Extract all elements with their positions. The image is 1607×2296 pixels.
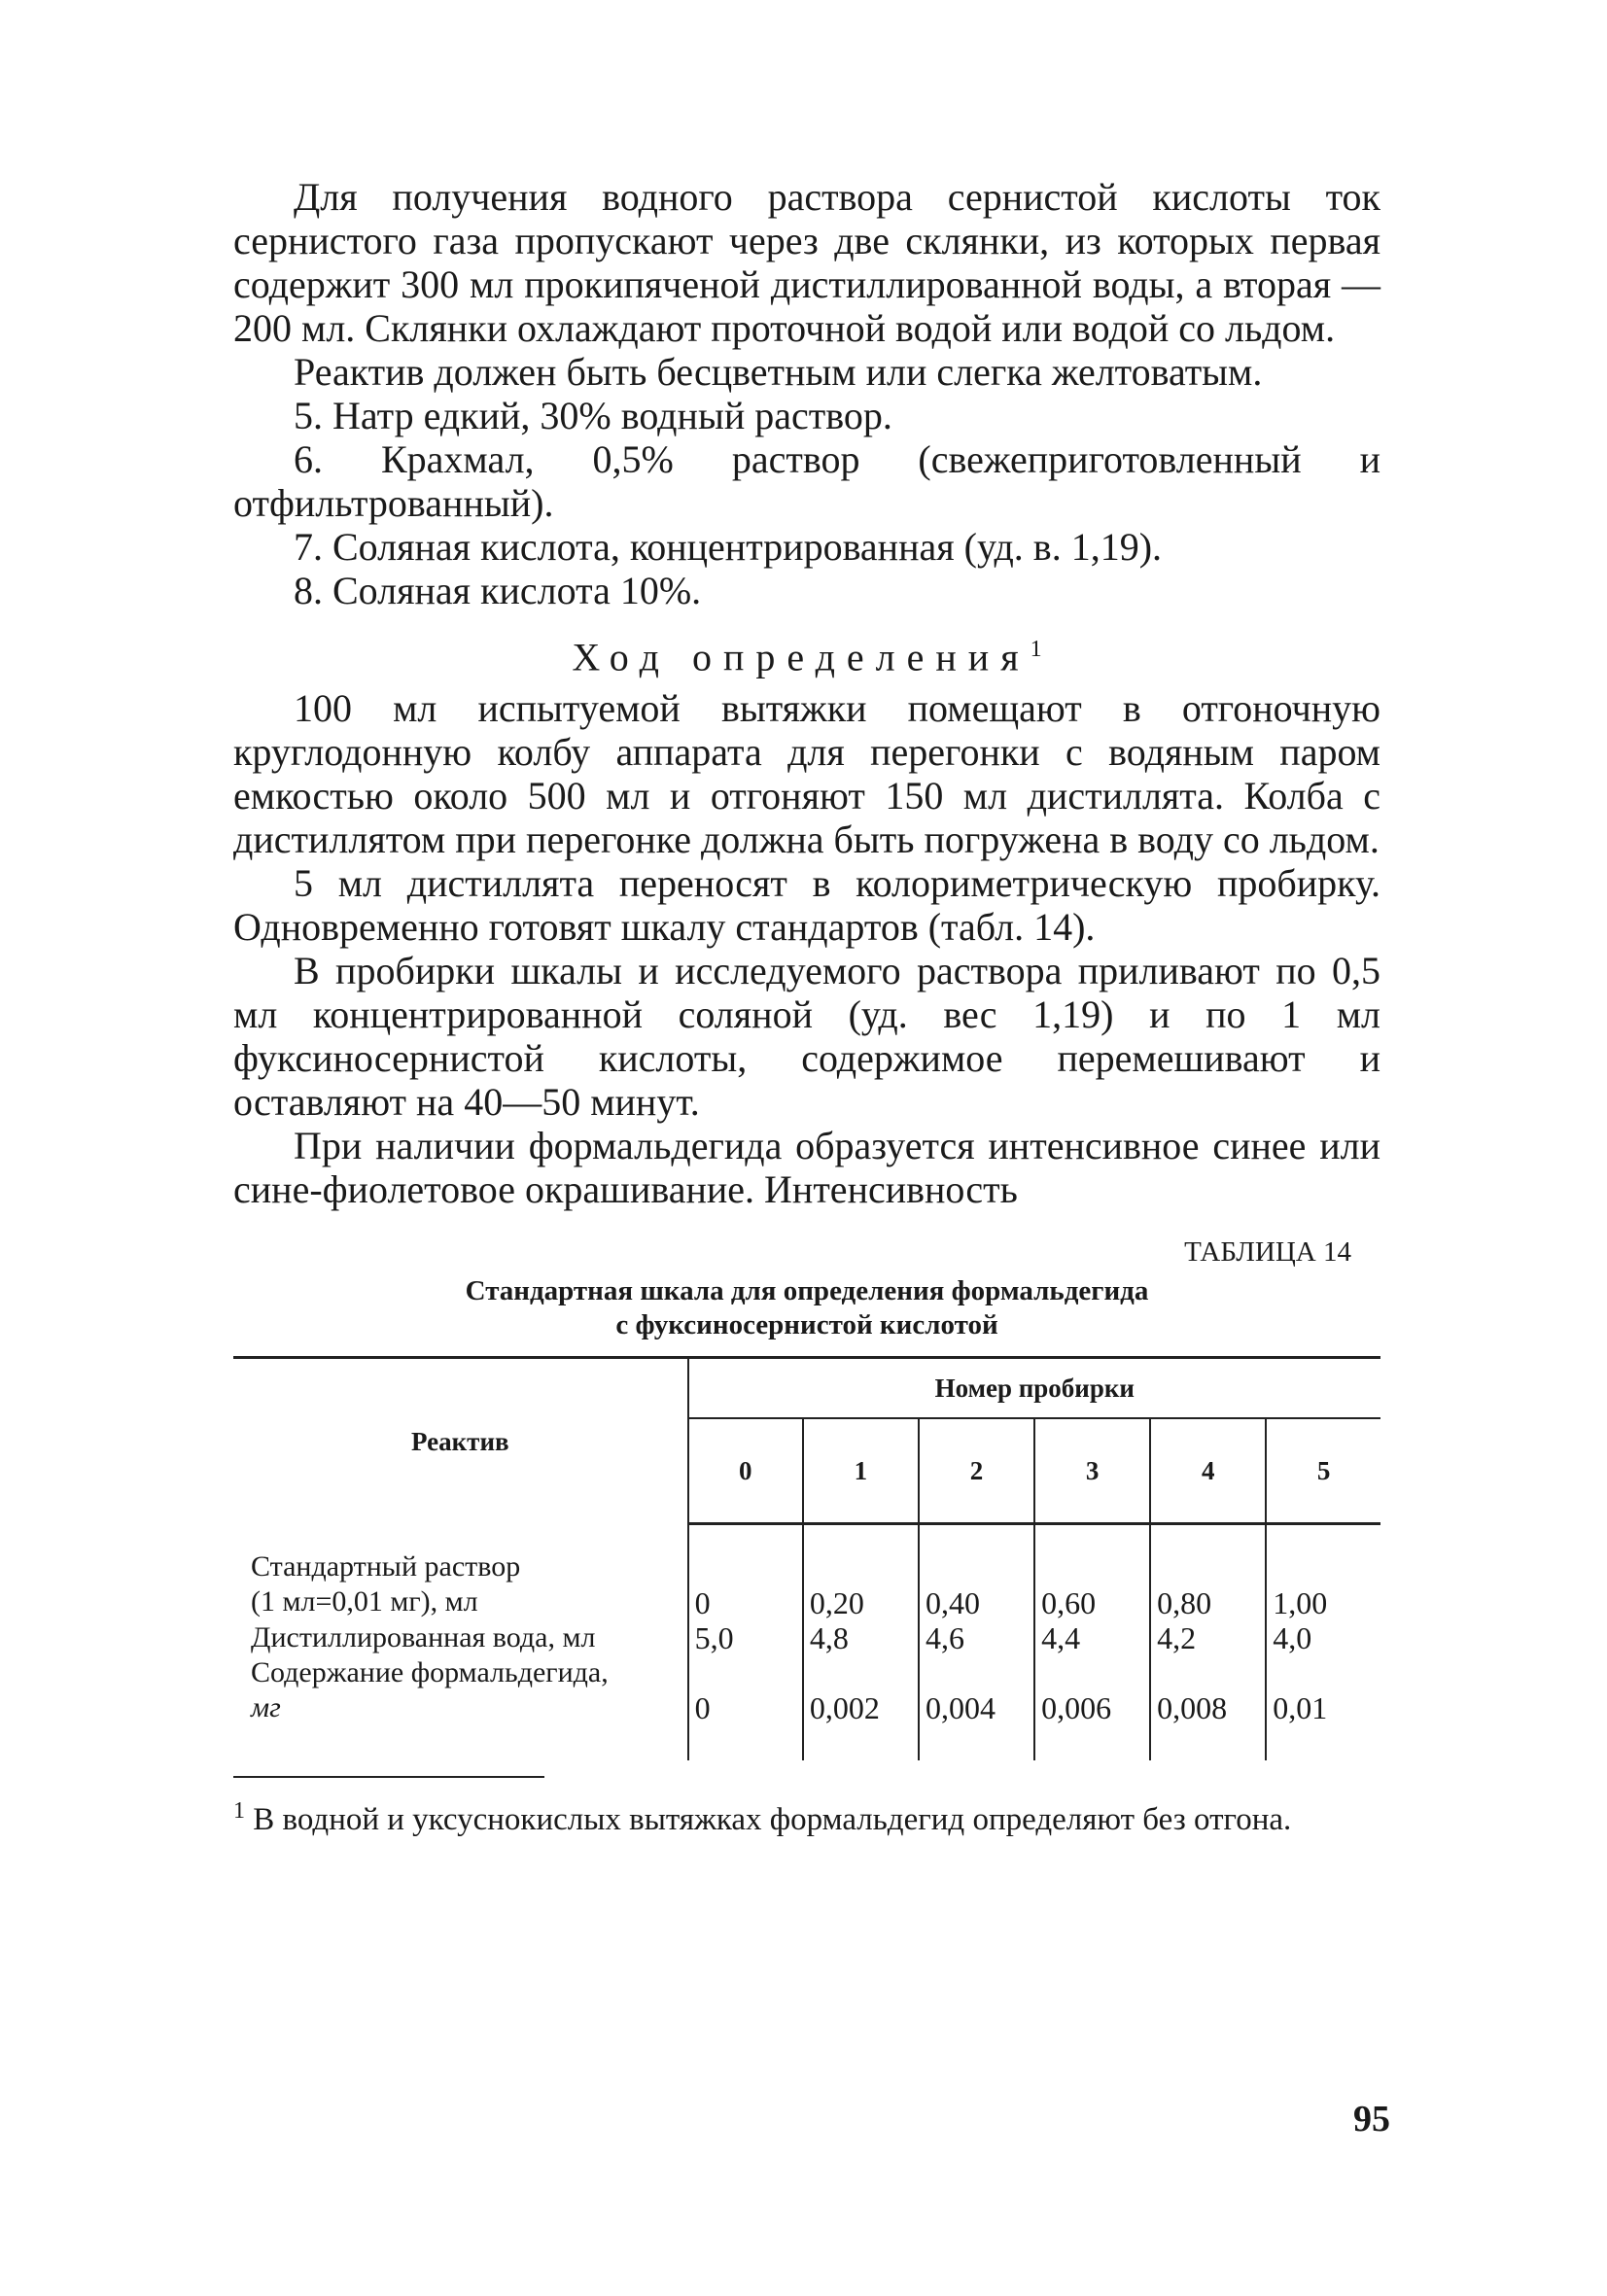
row-label-standard-solution [233,1524,688,1621]
table-label: ТАБЛИЦА 14 [1184,1236,1351,1269]
table-cell: 4,6 [919,1620,1034,1655]
table-title [233,1274,1380,1342]
footnote-divider [233,1776,544,1778]
table-cell: 4,8 [803,1620,919,1655]
section-heading [233,626,1380,680]
paragraph-main-4: При наличии формальдегида образуется интенсивное синее или сине-фиолетовое окрашивание. Интенсивность [233,1124,1380,1212]
table-row [233,1655,1380,1760]
table-cell: 0 [688,1524,803,1621]
table-cell: 5,0 [688,1620,803,1655]
paragraph-top-2: Реактив должен быть бесцветным или слегка желтоватым. [294,350,1263,394]
section-heading-text: Ход определения [572,635,1031,679]
table-cell: 0 [688,1655,803,1760]
list-item-5: 5. Натр едкий, 30% водный раствор. [294,394,892,437]
col-header-reagent: Реактив [233,1358,688,1524]
footnote-mark: 1 [233,1798,245,1825]
row-label-line: (1 мл=0,01 мг), мл [251,1584,478,1618]
table-cell: 0,002 [803,1655,919,1760]
table-cell: 4,2 [1150,1620,1266,1655]
col-header-tube-number: Номер пробирки [688,1358,1380,1419]
table-row [233,1620,1380,1655]
paragraph-main-2: 5 мл дистиллята переносят в колориметрическую пробирку. Одновременно готовят шкалу стандартов (табл. 14). [233,861,1380,950]
table-row [233,1524,1380,1621]
footnote-text: В водной и уксуснокислых вытяжках формальдегид определяют без отгона. [253,1802,1292,1838]
tube-number-5: 5 [1266,1418,1380,1524]
table-cell: 0,20 [803,1524,919,1621]
table-cell: 0,008 [1150,1655,1266,1760]
paragraph-main-1: 100 мл испытуемой вытяжки помещают в отгоночную круглодонную колбу аппарата для перегонки с водяным паром емкостью около 500 мл и отгоняют 150 мл дистиллята. Колба с дистиллятом при перегонке должна быть погружена в воду со льдом. [233,686,1380,862]
page-body [233,175,1380,1839]
row-label-formaldehyde-content [233,1655,688,1760]
tube-number-3: 3 [1034,1418,1150,1524]
tube-number-4: 4 [1150,1418,1266,1524]
list-item-8: 8. Соляная кислота 10%. [294,569,702,612]
table-cell: 0,60 [1034,1524,1150,1621]
footnote [233,1792,1380,1839]
table-title-line-1: Стандартная шкала для определения формальдегида [465,1275,1149,1307]
section-heading-footnote-mark: 1 [1030,637,1042,662]
list-item-6: 6. Крахмал, 0,5% раствор (свежеприготовленный и отфильтрованный). [233,437,1380,525]
tube-number-1: 1 [803,1418,919,1524]
paragraph-main-3: В пробирки шкалы и исследуемого раствора приливают по 0,5 мл концентрированной соляной (уд. вес 1,19) и по 1 мл фуксиносернистой кислоты, содержимое перемешивают и оставляют на 40—50 минут. [233,949,1380,1125]
row-label-line: Содержание формальдегида, [251,1656,609,1689]
table-title-line-2: с фуксиносернистой кислотой [615,1309,998,1341]
row-label-line: Дистиллированная вода, мл [251,1621,596,1654]
paragraph-top-1: Для получения водного раствора сернистой кислоты ток сернистого газа пропускают через две склянки, из которых первая содержит 300 мл прокипяченой дистиллированной воды, а вторая — 200 мл. Склянки охлаждают проточной водой или водой со льдом. [233,175,1380,350]
table-cell: 0,80 [1150,1524,1266,1621]
table-cell: 0,004 [919,1655,1034,1760]
page-number: 95 [1353,2099,1390,2139]
table-cell: 0,006 [1034,1655,1150,1760]
table-cell: 1,00 [1266,1524,1380,1621]
table-cell: 0,40 [919,1524,1034,1621]
standards-table [233,1356,1380,1760]
table-cell: 4,0 [1266,1620,1380,1655]
list-item-7: 7. Соляная кислота, концентрированная (уд. в. 1,19). [294,525,1163,569]
table-cell: 0,01 [1266,1655,1380,1760]
row-label-line: мг [251,1691,281,1724]
tube-number-0: 0 [688,1418,803,1524]
tube-number-2: 2 [919,1418,1034,1524]
row-label-line: Стандартный раствор [251,1549,521,1583]
table-cell: 4,4 [1034,1620,1150,1655]
row-label-distilled-water [233,1620,688,1655]
